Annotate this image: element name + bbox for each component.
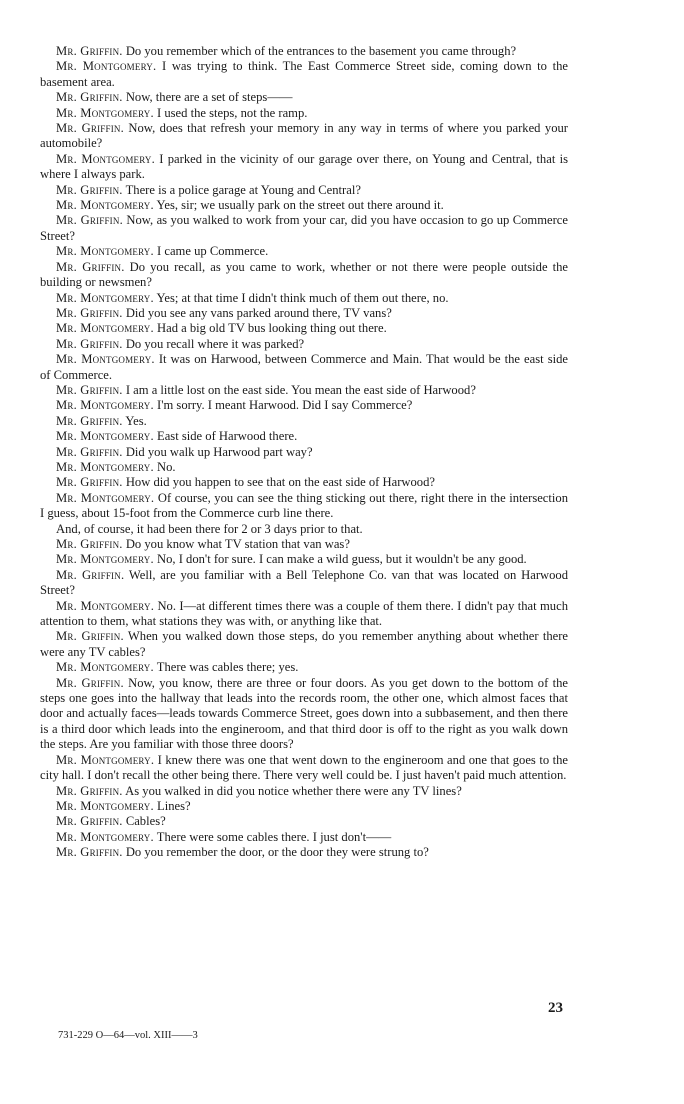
speaker-name: Mr. Griffin. xyxy=(56,90,123,105)
speaker-name: Mr. Montgomery. xyxy=(56,829,154,844)
speech-text: I'm sorry. I meant Harwood. Did I say Commerce? xyxy=(157,398,413,413)
speaker-name: Mr. Montgomery. xyxy=(56,752,155,767)
testimony-paragraph xyxy=(40,537,568,552)
speech-text: It was on Harwood, between Commerce and Main. That would be the east side of Commerce. xyxy=(40,352,568,382)
speech-text: There was cables there; yes. xyxy=(156,660,299,675)
speaker-name: Mr. Griffin. xyxy=(56,213,123,228)
speaker-name: Mr. Montgomery. xyxy=(56,598,155,613)
testimony-paragraph xyxy=(40,152,568,183)
testimony-paragraph xyxy=(40,599,568,630)
speaker-name: Mr. Griffin. xyxy=(56,783,123,798)
speaker-name: Mr. Montgomery. xyxy=(56,198,154,213)
testimony-paragraph xyxy=(40,44,568,59)
speaker-name: Mr. Griffin. xyxy=(56,121,124,136)
speaker-name: Mr. Montgomery. xyxy=(56,429,154,444)
testimony-paragraph xyxy=(40,337,568,352)
speech-text: Had a big old TV bus looking thing out there. xyxy=(157,321,387,336)
testimony-paragraph xyxy=(40,198,568,213)
testimony-paragraph xyxy=(40,383,568,398)
speech-text: Do you recall, as you came to work, whether or not there were people outside the building or newsmen? xyxy=(40,259,568,290)
testimony-paragraph xyxy=(40,352,568,383)
speaker-name: Mr. Montgomery. xyxy=(56,105,154,120)
speaker-name: Mr. Griffin. xyxy=(56,629,124,644)
speaker-name: Mr. Griffin. xyxy=(56,182,123,197)
speaker-name: Mr. Montgomery. xyxy=(56,552,154,567)
speech-text: Now, as you walked to work from your car, did you have occasion to go up Commerce Street? xyxy=(40,213,568,243)
testimony-paragraph xyxy=(40,59,568,90)
testimony-paragraph xyxy=(40,629,568,660)
speech-text: As you walked in did you notice whether there were any TV lines? xyxy=(125,783,462,798)
speaker-name: Mr. Griffin. xyxy=(56,336,123,351)
testimony-paragraph xyxy=(40,799,568,814)
testimony-paragraph xyxy=(40,260,568,291)
speech-text: How did you happen to see that on the east side of Harwood? xyxy=(125,475,435,490)
speaker-name: Mr. Griffin. xyxy=(56,567,125,582)
speech-text: Yes, sir; we usually park on the street out there around it. xyxy=(156,198,444,213)
testimony-paragraph xyxy=(40,306,568,321)
testimony-paragraph xyxy=(40,830,568,845)
speech-text: I parked in the vicinity of our garage over there, on Young and Central, that is where I always park. xyxy=(40,151,568,182)
testimony-paragraph xyxy=(40,398,568,413)
speech-text: There is a police garage at Young and Central? xyxy=(125,182,361,197)
speech-text: There were some cables there. I just don't—— xyxy=(156,829,392,844)
testimony-paragraph xyxy=(40,814,568,829)
speaker-name: Mr. Montgomery. xyxy=(56,151,155,166)
speech-text: Now, there are a set of steps—— xyxy=(125,90,293,105)
testimony-paragraph xyxy=(40,753,568,784)
testimony-paragraph xyxy=(40,522,568,537)
speech-text: Did you walk up Harwood part way? xyxy=(125,444,313,459)
speaker-name: Mr. Griffin. xyxy=(56,814,123,829)
speech-text: Do you remember the door, or the door they were strung to? xyxy=(125,845,429,860)
speech-text: No, I don't for sure. I can make a wild guess, but it wouldn't be any good. xyxy=(157,552,527,567)
speech-text: Do you remember which of the entrances to the basement you came through? xyxy=(125,44,517,58)
speaker-name: Mr. Griffin. xyxy=(56,845,123,860)
speaker-name: Mr. Griffin. xyxy=(56,305,123,320)
speech-text: Of course, you can see the thing sticking out there, right there in the intersection I guess, about 15-foot from the Commerce curb line there. xyxy=(40,490,568,521)
speaker-name: Mr. Montgomery. xyxy=(56,459,154,474)
testimony-paragraph xyxy=(40,213,568,244)
testimony-transcript xyxy=(40,44,568,861)
speech-text: Do you know what TV station that van was? xyxy=(125,537,350,551)
speaker-name: Mr. Montgomery. xyxy=(56,660,154,675)
speaker-name: Mr. Griffin. xyxy=(56,475,123,490)
testimony-paragraph xyxy=(40,491,568,522)
speaker-name: Mr. Montgomery. xyxy=(56,798,154,813)
testimony-paragraph xyxy=(40,445,568,460)
speaker-name: Mr. Griffin. xyxy=(56,675,124,690)
speech-text: Well, are you familiar with a Bell Telephone Co. van that was located on Harwood Street? xyxy=(40,567,569,598)
speech-text: No. I—at different times there was a couple of them there. I didn't pay that much attention to them, what stations they was with, or anything like that. xyxy=(40,598,568,629)
testimony-paragraph xyxy=(40,475,568,490)
speech-text: I came up Commerce. xyxy=(157,244,269,259)
speech-text: Now, you know, there are three or four doors. As you get down to the bottom of the steps one goes into the hallway that leads into the records room, the other one, which almost faces that door and actually faces—leads towards Commerce Street, goes down into a subbasement, and then there is a third door which leads into the engineroom, and that third door is off to the right as you walk down the steps. Are you familiar with those three doors? xyxy=(40,675,568,752)
testimony-paragraph xyxy=(40,568,568,599)
speaker-name: Mr. Montgomery. xyxy=(56,398,154,413)
testimony-paragraph xyxy=(40,90,568,105)
testimony-paragraph xyxy=(40,291,568,306)
speaker-name: Mr. Griffin. xyxy=(56,413,123,428)
speech-text: I used the steps, not the ramp. xyxy=(157,105,308,120)
speech-text: East side of Harwood there. xyxy=(157,429,298,444)
speech-text: Yes. xyxy=(125,413,147,428)
speaker-name: Mr. Griffin. xyxy=(56,259,125,274)
speech-text: Yes; at that time I didn't think much of them out there, no. xyxy=(156,290,449,305)
testimony-paragraph xyxy=(40,121,568,152)
testimony-paragraph xyxy=(40,106,568,121)
speaker-name: Mr. Montgomery. xyxy=(56,321,154,336)
print-code-footer: 731-229 O—64—vol. XIII——3 xyxy=(58,1030,198,1041)
page-number: 23 xyxy=(548,1000,563,1016)
speaker-name: Mr. Montgomery. xyxy=(56,490,155,505)
speaker-name: Mr. Montgomery. xyxy=(56,59,157,74)
testimony-paragraph xyxy=(40,414,568,429)
testimony-paragraph xyxy=(40,784,568,799)
speaker-name: Mr. Montgomery. xyxy=(56,244,154,259)
speech-text: And, of course, it had been there for 2 or 3 days prior to that. xyxy=(56,521,363,536)
speech-text: Lines? xyxy=(157,798,191,813)
speaker-name: Mr. Griffin. xyxy=(56,537,123,551)
speech-text: Do you recall where it was parked? xyxy=(125,336,305,351)
testimony-paragraph xyxy=(40,244,568,259)
speaker-name: Mr. Montgomery. xyxy=(56,290,154,305)
speech-text: No. xyxy=(157,459,176,474)
speech-text: Cables? xyxy=(125,814,166,829)
speaker-name: Mr. Montgomery. xyxy=(56,352,155,367)
testimony-paragraph xyxy=(40,676,568,753)
speaker-name: Mr. Griffin. xyxy=(56,44,123,58)
speech-text: I was trying to think. The East Commerce Street side, coming down to the basement area. xyxy=(40,59,568,89)
testimony-paragraph xyxy=(40,460,568,475)
testimony-paragraph xyxy=(40,845,568,860)
testimony-paragraph xyxy=(40,321,568,336)
testimony-paragraph xyxy=(40,552,568,567)
speech-text: When you walked down those steps, do you remember anything about whether there were any TV cables? xyxy=(40,629,569,659)
testimony-paragraph xyxy=(40,183,568,198)
testimony-paragraph xyxy=(40,429,568,444)
speech-text: I am a little lost on the east side. You mean the east side of Harwood? xyxy=(125,382,476,397)
speech-text: I knew there was one that went down to the engineroom and one that goes to the city hall. I don't recall the other being there. There very well could be. I just haven't paid much attention. xyxy=(40,752,568,783)
speaker-name: Mr. Griffin. xyxy=(56,444,123,459)
speaker-name: Mr. Griffin. xyxy=(56,382,123,397)
testimony-paragraph xyxy=(40,660,568,675)
speech-text: Now, does that refresh your memory in any way in terms of where you parked your automobile? xyxy=(40,121,569,151)
speech-text: Did you see any vans parked around there, TV vans? xyxy=(125,305,392,320)
